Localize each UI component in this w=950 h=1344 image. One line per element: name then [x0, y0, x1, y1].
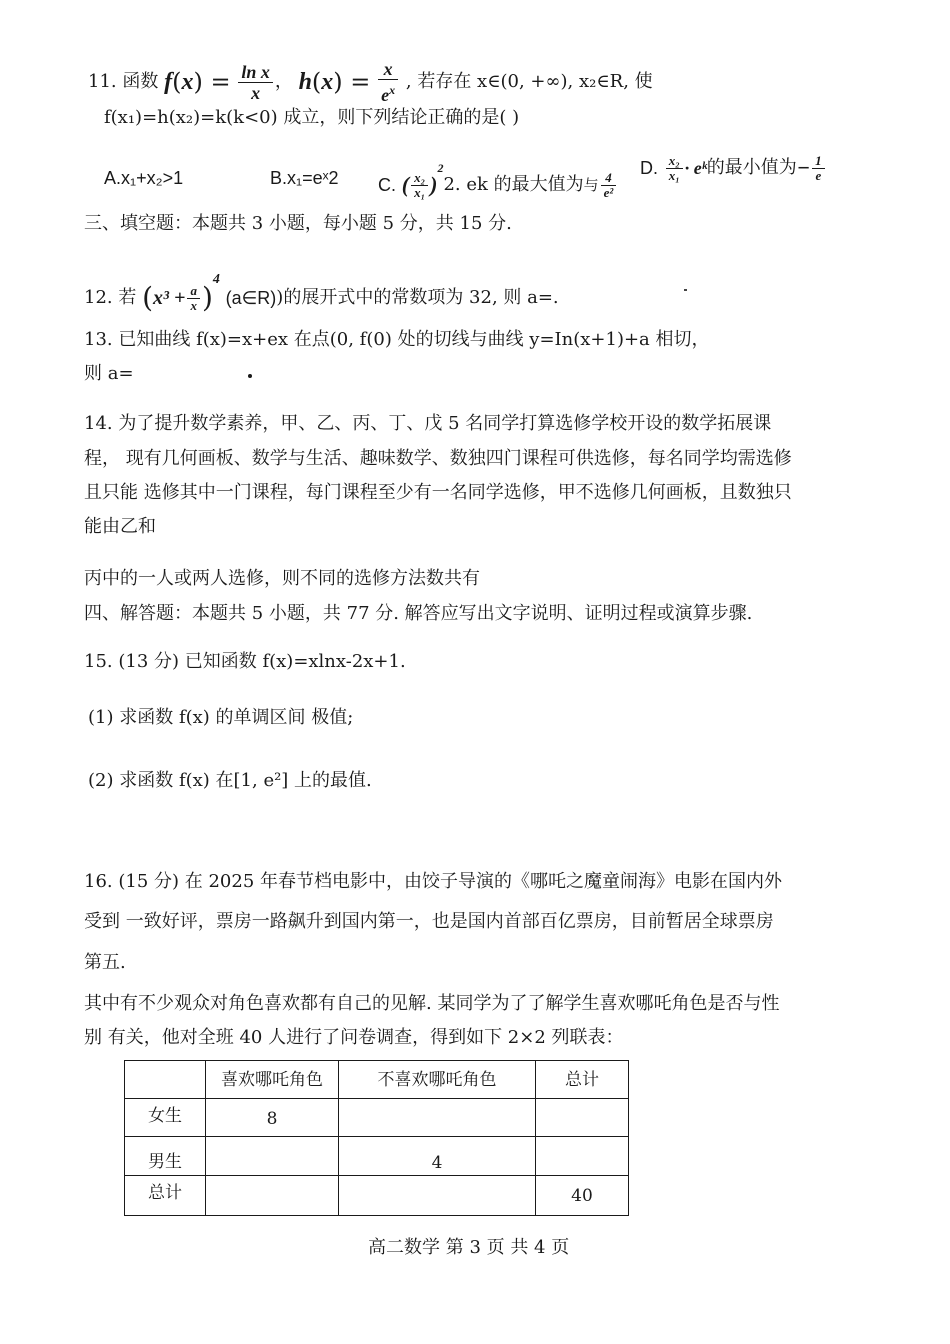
q16-line3: 第五.	[84, 952, 126, 973]
q11-line1: 11. 函数 f(x) = $\frac{\text{ln x}}{x}$ ， h(x) = $\frac{x}{e^x}$ , 若存在 x∈(0, +∞), x₂∈R, 使	[88, 59, 653, 105]
q14-line4: 能由乙和	[84, 516, 156, 537]
q13-line2: 则 a=	[84, 363, 134, 384]
section-4-heading: 四、解答题：本题共 5 小题，共 77 分. 解答应写出文字说明、证明过程或演算步骤.	[84, 603, 753, 624]
fraction-a-over-x: $\frac{a}{x}$	[187, 284, 200, 313]
table-cell: 40	[536, 1176, 629, 1216]
stray-mark	[684, 289, 687, 291]
q11-option-c: C. ( $\frac{\text{x₂}}{\text{x₁}}$ )$^2$2. ek 的最大值为与 $\frac{4}{\text{e²}}$	[378, 144, 618, 192]
table-cell	[206, 1137, 339, 1176]
q14-line5: 丙中的一人或两人选修，则不同的选修方法数共有	[84, 568, 480, 589]
table-cell	[206, 1176, 339, 1216]
q11-option-d: D. $\frac{\text{x₂}}{\text{x₁}}$ · eᵏ的最小值为− $\frac{1}{e}$	[640, 144, 827, 192]
table-cell	[536, 1099, 629, 1137]
table-header-cell: 不喜欢哪吒角色	[339, 1061, 536, 1099]
q15-part2: (2) 求函数 f(x) 在[1, e²] 上的最值.	[88, 770, 372, 791]
table-corner-cell	[125, 1061, 206, 1099]
table-row	[125, 1137, 629, 1176]
table-row-label: 男生	[125, 1137, 206, 1176]
f-symbol: f	[164, 69, 173, 95]
q12-line: 12. 若 (x³ + $\frac{a}{x}$ )$^4$ (a∈R))的展开式中的常数项为 32, 则 a=.	[84, 272, 559, 314]
x-symbol: x	[181, 69, 194, 95]
q16-line5: 别 有关，他对全班 40 人进行了问卷调查，得到如下 2×2 列联表：	[84, 1027, 624, 1048]
q15-part1: (1) 求函数 f(x) 的单调区间 极值;	[88, 707, 354, 728]
page-footer: 高二数学 第 3 页 共 4 页	[368, 1237, 570, 1258]
table-row-label: 总计	[125, 1176, 206, 1216]
fraction-lnx-over-x: $\frac{\text{ln x}}{x}$	[238, 62, 273, 103]
table-cell: 4	[339, 1137, 536, 1176]
q11-line2: f(x₁)=h(x₂)=k(k<0) 成立，则下列结论正确的是( )	[104, 107, 520, 128]
fraction-x2-over-x1: $\frac{\text{x₂}}{\text{x₁}}$	[411, 171, 428, 200]
table-cell: 8	[206, 1099, 339, 1137]
q11-option-b: B.x₁=eˣ2	[270, 168, 339, 188]
fraction-x-over-ex: $\frac{x}{e^x}$	[378, 59, 398, 105]
q14-line1: 14. 为了提升数学素养，甲、乙、丙、丁、戊 5 名同学打算选修学校开设的数学拓展课	[84, 413, 772, 434]
h-symbol: h	[298, 69, 312, 95]
q11-prefix: 11. 函数	[88, 71, 159, 92]
bullet-dot	[248, 374, 252, 378]
section-3-heading: 三、填空题：本题共 3 小题，每小题 5 分，共 15 分.	[84, 213, 512, 234]
table-header-row	[125, 1061, 629, 1099]
q16-line1: 16. (15 分) 在 2025 年春节档电影中，由饺子导演的《哪吒之魔童闹海》电影在国内外	[84, 871, 782, 892]
table-row	[125, 1099, 629, 1137]
table-cell	[339, 1176, 536, 1216]
fraction-1-over-e: $\frac{1}{e}$	[812, 154, 825, 183]
table-cell	[339, 1099, 536, 1137]
q11-condition: , 若存在 x∈(0, +∞), x₂∈R, 使	[405, 71, 653, 92]
q16-line2: 受到 一致好评，票房一路飙升到国内第一，也是国内首部百亿票房，目前暂居全球票房	[84, 911, 774, 932]
table-row	[125, 1176, 629, 1216]
table-cell	[536, 1137, 629, 1176]
table-header-cell: 喜欢哪吒角色	[206, 1061, 339, 1099]
q13-line1: 13. 已知曲线 f(x)=x+ex 在点(0, f(0) 处的切线与曲线 y=In(x+1)+a 相切，	[84, 329, 710, 350]
table-header-cell: 总计	[536, 1061, 629, 1099]
fraction-4-over-e2: $\frac{4}{\text{e²}}$	[601, 171, 617, 200]
fraction-x2-over-x1-d: $\frac{\text{x₂}}{\text{x₁}}$	[666, 154, 683, 183]
q15-line1: 15. (13 分) 已知函数 f(x)=xlnx-2x+1.	[84, 651, 406, 672]
q14-line3: 且只能 选修其中一门课程，每门课程至少有一名同学选修，甲不选修几何画板，且数独只	[84, 482, 792, 503]
table-row-label: 女生	[125, 1099, 206, 1137]
q16-line4: 其中有不少观众对角色喜欢都有自己的见解. 某同学为了了解学生喜欢哪吒角色是否与性	[84, 993, 780, 1014]
contingency-table	[124, 1060, 629, 1216]
q11-option-a: A.x₁+x₂>1	[104, 168, 184, 188]
q14-line2: 程， 现有几何画板、数学与生活、趣味数学、数独四门课程可供选修，每名同学均需选修	[84, 448, 792, 469]
